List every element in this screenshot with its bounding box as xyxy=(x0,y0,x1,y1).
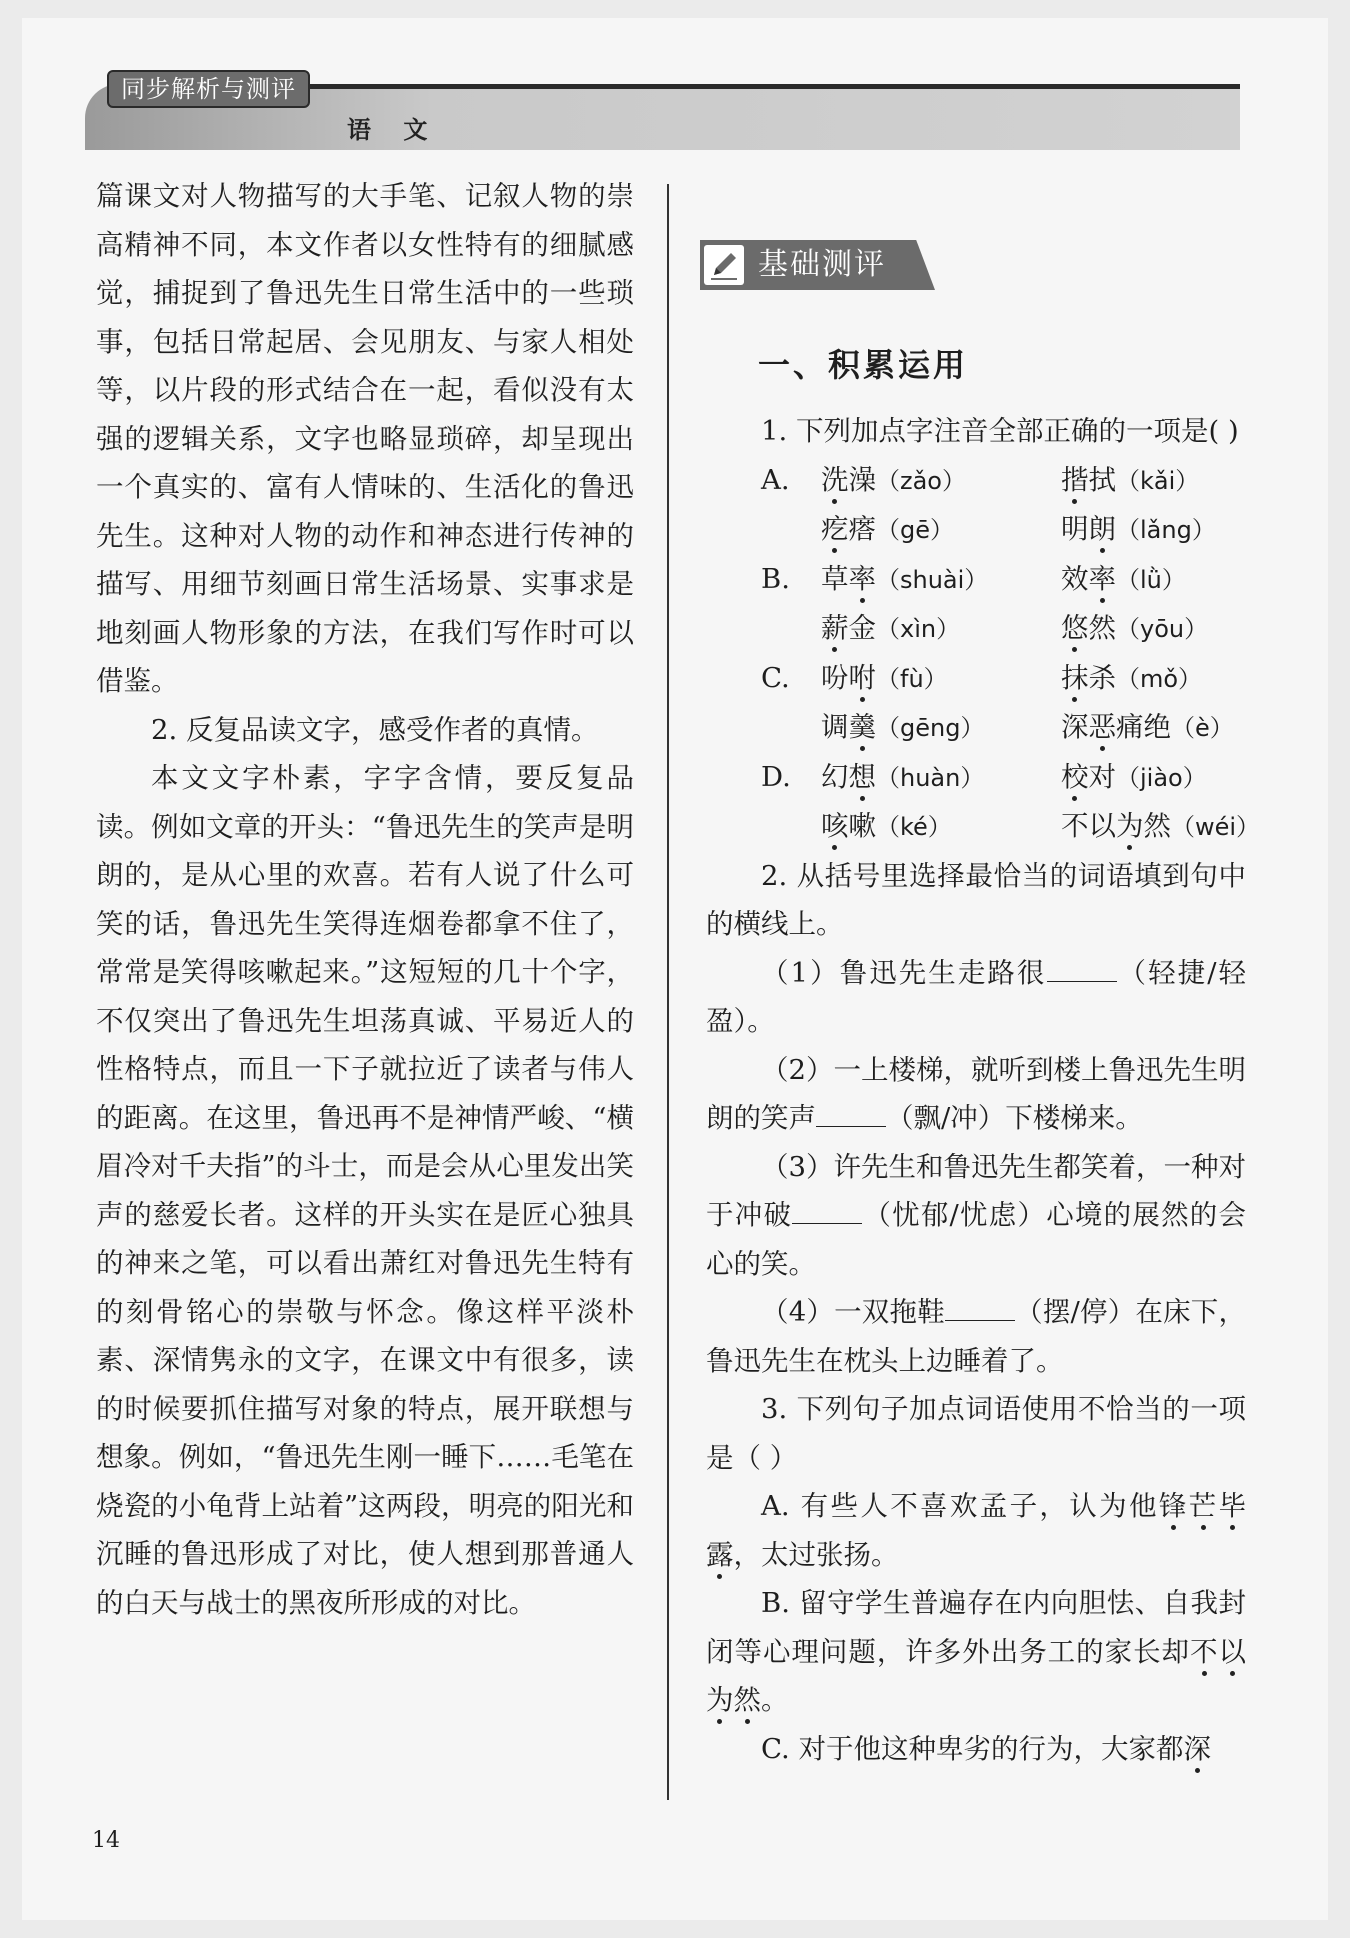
q1-options xyxy=(706,456,1261,852)
question-1: 1. 下列加点字注音全部正确的一项是( ) xyxy=(761,415,1239,447)
fill-item: （3）许先生和鲁迅先生都笑着，一种对于冲破 （忧郁/忧虑）心境的展然的会心的笑。 xyxy=(706,1150,1247,1280)
question-2: 2. 从括号里选择最恰当的词语填到句中的横线上。 xyxy=(706,859,1246,940)
option-c: C. 对于他这种卑劣的行为，大家都深 xyxy=(761,1732,1212,1765)
option-row: B. 草率（shuài） 效率（lǜ） xyxy=(761,562,1186,595)
option-b: B. 留守学生普遍存在内向胆怯、自我封闭等心理问题，许多外出务工的家长却不以为然。 xyxy=(706,1587,1247,1716)
column-divider xyxy=(667,184,669,1800)
answer-blank[interactable] xyxy=(945,1292,1015,1321)
answer-blank[interactable] xyxy=(816,1098,886,1127)
header-rule xyxy=(235,84,1240,89)
section-banner xyxy=(700,240,935,290)
option-row: D. 幻想（huàn） 校对（jiào） xyxy=(761,760,1207,793)
option-row: C. 吩咐（fù） 抹杀（mǒ） xyxy=(761,661,1203,694)
fill-item: （2）一上楼梯，就听到楼上鲁迅先生明朗的笑声 （飘/冲）下楼梯来。 xyxy=(706,1053,1246,1134)
section-label: 基础测评 xyxy=(758,247,886,282)
paragraph: 篇课文对人物描写的大手笔、记叙人物的崇高精神不同，本文作者以女性特有的细腻感觉，捕捉到了鲁迅先生日常生活中的一些琐事，包括日常起居、会见朋友、与家人相处等，以片段的形式结合在一起，看似没有太强的逻辑关系，文字也略显琐碎，却呈现出一个真实的、富有人情味的、生活化的鲁迅先生。这种对人物的动作和神态进行传神的描写、用细节刻画日常生活场景、实事求是地刻画人物形象的方法，在我们写作时可以借鉴。 xyxy=(96,180,634,697)
subject-label: 语 文 xyxy=(347,115,440,144)
answer-blank[interactable] xyxy=(1047,953,1117,982)
option-row: 薪金（xìn） 悠然（yōu） xyxy=(821,612,1209,644)
pencil-icon xyxy=(704,245,744,285)
option-row: 疙瘩（gē） 明朗（lǎng） xyxy=(821,513,1216,545)
fill-item: （1）鲁迅先生走路很 （轻捷/轻盈）。 xyxy=(706,949,1246,1046)
series-title: 同步解析与测评 xyxy=(107,70,310,108)
left-column xyxy=(96,172,634,1627)
option-row: A. 洗澡（zǎo） 揩拭（kǎi） xyxy=(761,463,1200,496)
part-title: 一、积累运用 xyxy=(758,346,969,384)
answer-blank[interactable] xyxy=(792,1195,862,1224)
fill-item: （4）一双拖鞋 （摆/停）在床下，鲁迅先生在枕头上边睡着了。 xyxy=(706,1288,1246,1385)
page-header xyxy=(85,66,1240,152)
option-row: 咳嗽（ké） 不以为然（wéi） xyxy=(821,810,1261,842)
right-column xyxy=(706,407,1261,1773)
option-a: A. 有些人不喜欢孟子，认为他锋芒毕露，太过张扬。 xyxy=(706,1490,1246,1571)
option-row: 调羹（gēng） 深恶痛绝（è） xyxy=(821,711,1234,743)
question-3: 3. 下列句子加点词语使用不恰当的一项是（ ） xyxy=(706,1393,1246,1474)
page-number: 14 xyxy=(92,1828,120,1853)
paragraph: 本文文字朴素，字字含情，要反复品读。例如文章的开头：“鲁迅先生的笑声是明朗的，是从心里的欢喜。若有人说了什么可笑的话，鲁迅先生笑得连烟卷都拿不住了，常常是笑得咳嗽起来。”这短短的几十个字，不仅突出了鲁迅先生坦荡真诚、平易近人的性格特点，而且一下子就拉近了读者与伟人的距离。在这里，鲁迅再不是神情严峻、“横眉冷对千夫指”的斗士，而是会从心里发出笑声的慈爱长者。这样的开头实在是匠心独具的神来之笔，可以看出萧红对鲁迅先生特有的刻骨铭心的崇敬与怀念。像这样平淡朴素、深情隽永的文字，在课文中有很多，读的时候要抓住描写对象的特点，展开联想与想象。例如，“鲁迅先生刚一睡下……毛笔在烧瓷的小龟背上站着”这两段，明亮的阳光和沉睡的鲁迅形成了对比，使人想到那普通人的白天与战士的黑夜所形成的对比。 xyxy=(96,762,634,1619)
point-heading: 2. 反复品读文字，感受作者的真情。 xyxy=(151,713,599,746)
